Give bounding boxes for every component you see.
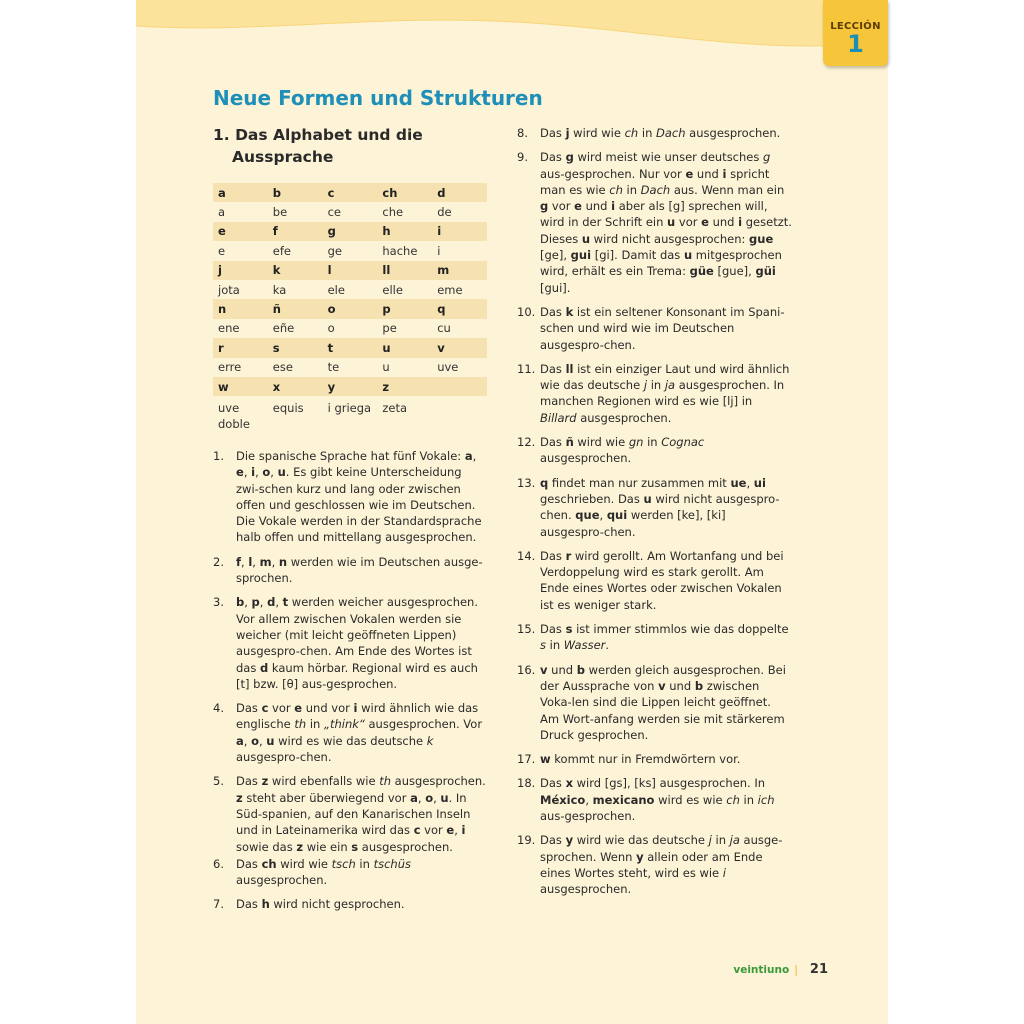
rule-text: Das j wird wie ch in Dach ausgesprochen. bbox=[540, 126, 781, 140]
page-number-word: veintiuno bbox=[733, 964, 790, 976]
alphabet-letter-name: ele bbox=[323, 280, 378, 299]
alphabet-letter: b bbox=[268, 183, 323, 202]
rule-text: w kommt nur in Fremdwörtern vor. bbox=[540, 752, 741, 767]
alphabet-letter-name: i griega bbox=[323, 396, 378, 436]
alphabet-letter: j bbox=[213, 261, 268, 280]
alphabet-letter: ch bbox=[377, 183, 432, 202]
header-wave bbox=[136, 0, 888, 70]
rule-text: Die spanische Sprache hat fünf Vokale: a, e, i, o, u. Es gibt keine Unterscheidung zwi-schen kurz und lang oder zwischen offen und geschlossen wie im Deutschen. Die Vokale werden in der Standardsprache halb offen und mittellang ausgesprochen. bbox=[236, 449, 482, 545]
alphabet-letter: m bbox=[432, 261, 487, 280]
rule-text: Das z wird ebenfalls wie th ausgesprochen. z steht aber überwiegend vor a, o, u. In Süd-spanien, auf den Kanarischen Inseln und in Lateinamerika wird das c vor e, i sowie das z wie ein s ausgesprochen. bbox=[236, 774, 486, 854]
alphabet-letter-name: u bbox=[377, 358, 432, 377]
rule-text: Das y wird wie das deutsche j in ja ausge-sprochen. Wenn y allein oder am Ende eines Wortes steht, wird es wie i ausgesprochen. bbox=[540, 833, 783, 897]
alphabet-letter-name: che bbox=[377, 202, 432, 221]
lesson-tab bbox=[823, 0, 888, 66]
rule-text: v und b werden gleich ausgesprochen. Bei der Aussprache von v und b zwischen Voka-len sind die Lippen leicht geöffnet. Am Wort-anfang werden sie mit stärkerem Druck gesprochen. bbox=[540, 662, 786, 742]
alphabet-letter-name: hache bbox=[377, 241, 432, 260]
alphabet-letter: t bbox=[323, 338, 378, 357]
alphabet-letter-name: eme bbox=[432, 280, 487, 299]
rule-text: b, p, d, t werden weicher ausgesprochen. Vor allem zwischen Vokalen werden sie weicher (mit leicht geöffneten Lippen) ausgespro-chen. Am Ende des Wortes ist das d kaum hörbar. Regional wird es auch [t] bzw. [θ] aus-gesprochen. bbox=[236, 595, 479, 691]
rule-item bbox=[517, 775, 792, 824]
alphabet-letter-name: ese bbox=[268, 358, 323, 377]
alphabet-letter-name: efe bbox=[268, 241, 323, 260]
alphabet-letter-name: de bbox=[432, 202, 487, 221]
lesson-label: LECCIÓN bbox=[830, 21, 881, 32]
alphabet-letter: f bbox=[268, 222, 323, 241]
rule-text: Das h wird nicht gesprochen. bbox=[236, 897, 405, 912]
alphabet-letter bbox=[432, 377, 487, 396]
alphabet-letter-name: elle bbox=[377, 280, 432, 299]
alphabet-letter: c bbox=[323, 183, 378, 202]
rule-item bbox=[517, 832, 792, 897]
rules-column-left bbox=[213, 448, 488, 921]
subtitle-line-2: Aussprache bbox=[232, 148, 334, 166]
page-number: 21 bbox=[809, 962, 828, 977]
alphabet-letter: q bbox=[432, 299, 487, 318]
alphabet-letter-name: uve doble bbox=[213, 396, 268, 436]
rule-text: Das r wird gerollt. Am Wortanfang und bei Verdoppelung wird es stark gerollt. Am Ende eines Wortes oder zwischen Vokalen ist es weniger stark. bbox=[540, 548, 784, 612]
rule-item bbox=[213, 554, 488, 587]
alphabet-letter-name: ene bbox=[213, 319, 268, 338]
alphabet-letter-name: te bbox=[323, 358, 378, 377]
alphabet-name-row bbox=[213, 319, 487, 338]
rule-text: Das ñ wird wie gn in Cognac ausgesprochen. bbox=[540, 435, 705, 466]
rule-number: 17. bbox=[517, 752, 536, 767]
rule-text: Das k ist ein seltener Konsonant im Spani-schen und wird wie im Deutschen ausgespro-chen. bbox=[540, 304, 785, 352]
alphabet-letter: o bbox=[323, 299, 378, 318]
rule-number: 5. bbox=[213, 774, 224, 789]
alphabet-letter-row bbox=[213, 377, 487, 396]
rule-item bbox=[213, 448, 488, 546]
alphabet-letter-row bbox=[213, 261, 487, 280]
rule-number: 19. bbox=[517, 833, 536, 848]
lesson-number: 1 bbox=[847, 30, 864, 58]
alphabet-letter: s bbox=[268, 338, 323, 357]
rule-item bbox=[517, 304, 792, 353]
alphabet-letter: ll bbox=[377, 261, 432, 280]
rule-number: 1. bbox=[213, 449, 224, 463]
alphabet-letter: y bbox=[323, 377, 378, 396]
subtitle-line-1: 1. Das Alphabet und die bbox=[213, 126, 423, 144]
rule-item bbox=[517, 662, 792, 743]
rule-text: Das ch wird wie tsch in tschüs ausgesprochen. bbox=[236, 856, 411, 888]
alphabet-letter: r bbox=[213, 338, 268, 357]
rule-number: 12. bbox=[517, 435, 536, 450]
rule-number: 2. bbox=[213, 554, 224, 569]
rule-item bbox=[213, 594, 488, 692]
rule-item bbox=[517, 548, 792, 613]
alphabet-letter-name: jota bbox=[213, 280, 268, 299]
alphabet-letter-name: ce bbox=[323, 202, 378, 221]
rule-number: 18. bbox=[517, 776, 536, 791]
rule-item bbox=[517, 434, 792, 467]
alphabet-letter-name: zeta bbox=[377, 396, 432, 436]
alphabet-letter-name: eñe bbox=[268, 319, 323, 338]
alphabet-letter-name bbox=[432, 396, 487, 436]
alphabet-letter: z bbox=[377, 377, 432, 396]
alphabet-letter: u bbox=[377, 338, 432, 357]
alphabet-letter: d bbox=[432, 183, 487, 202]
alphabet-letter: l bbox=[323, 261, 378, 280]
alphabet-letter-name: i bbox=[432, 241, 487, 260]
rule-item bbox=[517, 125, 792, 141]
alphabet-letter-row bbox=[213, 222, 487, 241]
alphabet-letter: ñ bbox=[268, 299, 323, 318]
page-footer bbox=[733, 962, 828, 977]
alphabet-letter: a bbox=[213, 183, 268, 202]
rule-number: 13. bbox=[517, 475, 536, 490]
alphabet-letter-row bbox=[213, 338, 487, 357]
alphabet-letter: n bbox=[213, 299, 268, 318]
alphabet-letter: g bbox=[323, 222, 378, 241]
alphabet-letter-name: e bbox=[213, 241, 268, 260]
rule-item bbox=[213, 700, 488, 765]
alphabet-letter-row bbox=[213, 299, 487, 318]
rule-item bbox=[517, 475, 792, 540]
alphabet-letter-name: ge bbox=[323, 241, 378, 260]
rule-item bbox=[517, 621, 792, 654]
rule-text: f, l, m, n werden wie im Deutschen ausge-sprochen. bbox=[236, 554, 483, 586]
alphabet-letter: w bbox=[213, 377, 268, 396]
rule-number: 10. bbox=[517, 304, 536, 319]
alphabet-name-row bbox=[213, 396, 487, 436]
rule-number: 7. bbox=[213, 897, 224, 912]
section-subtitle bbox=[213, 124, 423, 168]
alphabet-letter-name: o bbox=[323, 319, 378, 338]
rule-number: 11. bbox=[517, 361, 536, 376]
alphabet-letter-name: be bbox=[268, 202, 323, 221]
rule-number: 3. bbox=[213, 595, 224, 610]
rule-number: 6. bbox=[213, 856, 224, 871]
rule-item bbox=[213, 773, 488, 854]
section-title: Neue Formen und Strukturen bbox=[213, 86, 543, 110]
rule-text: Das c vor e und vor i wird ähnlich wie das englische th in „think“ ausgesprochen. Vor a, o, u wird es wie das deutsche k ausgespro-chen. bbox=[236, 701, 483, 765]
rule-text: q findet man nur zusammen mit ue, ui geschrieben. Das u wird nicht ausgespro-chen. que, qui werden [ke], [ki] ausgespro-chen. bbox=[540, 475, 780, 539]
footer-separator: | bbox=[794, 963, 798, 976]
rule-number: 15. bbox=[517, 622, 536, 637]
rule-item bbox=[517, 149, 792, 296]
rule-item bbox=[213, 856, 488, 889]
alphabet-letter: v bbox=[432, 338, 487, 357]
rule-number: 14. bbox=[517, 548, 536, 563]
alphabet-letter: e bbox=[213, 222, 268, 241]
alphabet-letter-name: erre bbox=[213, 358, 268, 377]
rule-number: 16. bbox=[517, 662, 536, 677]
alphabet-letter: p bbox=[377, 299, 432, 318]
rule-number: 9. bbox=[517, 150, 528, 165]
rule-number: 4. bbox=[213, 701, 224, 716]
rules-column-right bbox=[517, 125, 792, 905]
alphabet-name-row bbox=[213, 202, 487, 221]
alphabet-name-row bbox=[213, 241, 487, 260]
alphabet-letter: h bbox=[377, 222, 432, 241]
alphabet-letter-name: ka bbox=[268, 280, 323, 299]
alphabet-table bbox=[213, 183, 487, 436]
rule-text: Das s ist immer stimmlos wie das doppelte s in Wasser. bbox=[540, 622, 789, 653]
alphabet-letter-name: pe bbox=[377, 319, 432, 338]
rule-item bbox=[517, 361, 792, 426]
alphabet-letter-name: a bbox=[213, 202, 268, 221]
alphabet-letter-row bbox=[213, 183, 487, 202]
alphabet-letter-name: equis bbox=[268, 396, 323, 436]
rule-text: Das x wird [gs], [ks] ausgesprochen. In México, mexicano wird es wie ch in ich aus-gesprochen. bbox=[540, 776, 775, 823]
alphabet-letter-name: uve bbox=[432, 358, 487, 377]
alphabet-name-row bbox=[213, 358, 487, 377]
alphabet-letter-name: cu bbox=[432, 319, 487, 338]
rule-text: Das ll ist ein einziger Laut und wird ähnlich wie das deutsche j in ja ausgesprochen. In manchen Regionen wird es wie [lj] in Billard ausgesprochen. bbox=[540, 361, 790, 425]
alphabet-letter: i bbox=[432, 222, 487, 241]
rule-item bbox=[213, 896, 488, 912]
rule-number: 8. bbox=[517, 126, 528, 140]
rule-text: Das g wird meist wie unser deutsches g aus-gesprochen. Nur vor e und i spricht man es wie ch in Dach aus. Wenn man ein g vor e und i aber als [g] sprechen will, wird in der Schrift ein u vor e und i gesetzt. Dieses u wird nicht ausgesprochen: gue [ge], gui [gi]. Damit das u mitgesprochen wird, erhält es ein Trema: güe [gue], güi [gui]. bbox=[540, 150, 792, 295]
rule-item bbox=[517, 751, 792, 767]
alphabet-name-row bbox=[213, 280, 487, 299]
alphabet-letter: x bbox=[268, 377, 323, 396]
alphabet-letter: k bbox=[268, 261, 323, 280]
